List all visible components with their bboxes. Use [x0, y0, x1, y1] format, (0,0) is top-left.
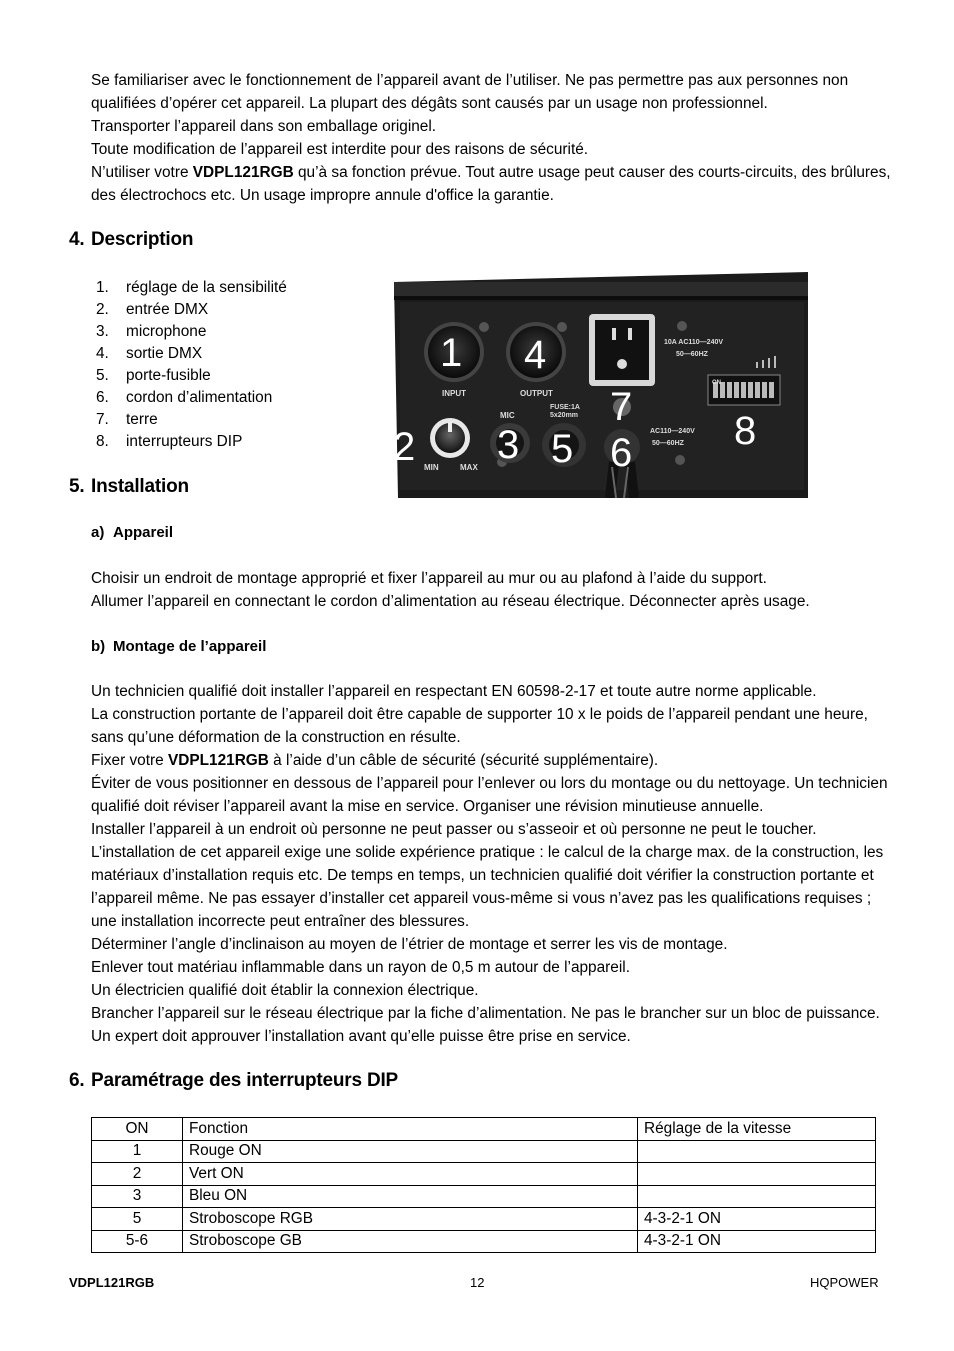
- table-cell: Stroboscope GB: [183, 1230, 638, 1253]
- panel-label-min: MIN: [424, 463, 439, 472]
- product-rear-panel-photo: [386, 272, 808, 498]
- list-item-number: 7.: [96, 411, 109, 428]
- list-item-number: 3.: [96, 323, 109, 340]
- list-item: [96, 299, 287, 321]
- panel-label-output: OUTPUT: [520, 389, 553, 398]
- callout-5: 5: [551, 427, 574, 471]
- table-row: [92, 1185, 876, 1208]
- table-cell: 3: [92, 1185, 183, 1208]
- list-item-label: interrupteurs DIP: [126, 433, 243, 450]
- subsection-number: a): [91, 524, 105, 541]
- subsection-heading-appareil: [91, 524, 173, 541]
- montage-text: [91, 680, 891, 1048]
- table-cell: Fonction: [183, 1118, 638, 1141]
- subsection-number: b): [91, 638, 106, 655]
- footer-brand: HQPOWER: [810, 1275, 879, 1290]
- paragraph: Un technicien qualifié doit installer l’appareil en respectant EN 60598-2-17 et toute autre norme applicable.: [91, 683, 817, 700]
- list-item-number: 4.: [96, 345, 109, 362]
- paragraph: Brancher l’appareil sur le réseau électrique par la fiche d’alimentation. Ne pas le brancher sur un bloc de puissance.: [91, 1005, 880, 1022]
- intro-text: [91, 69, 891, 207]
- section-number: 6.: [69, 1070, 85, 1091]
- section-number: 4.: [69, 229, 85, 250]
- list-item-label: entrée DMX: [126, 301, 209, 318]
- table-cell: 2: [92, 1163, 183, 1186]
- list-item-label: sortie DMX: [126, 345, 203, 362]
- list-item: [96, 343, 287, 365]
- table-row: [92, 1230, 876, 1253]
- callout-7: 7: [610, 385, 633, 429]
- callout-8: 8: [734, 409, 757, 453]
- table-cell: Bleu ON: [183, 1185, 638, 1208]
- list-item-label: cordon d’alimentation: [126, 389, 273, 406]
- table-row: [92, 1140, 876, 1163]
- paragraph: Enlever tout matériau inflammable dans un rayon de 0,5 m autour de l’appareil.: [91, 959, 630, 976]
- text-run: à l’aide d’un câble de sécurité (sécurité supplémentaire).: [268, 752, 659, 769]
- list-item-number: 1.: [96, 279, 109, 296]
- panel-label-mic: MIC: [500, 411, 515, 420]
- table-header-row: [92, 1118, 876, 1141]
- callout-6: 6: [610, 431, 633, 475]
- table-cell: Rouge ON: [183, 1140, 638, 1163]
- callout-2: 2: [393, 425, 416, 469]
- section-heading-installation: [69, 476, 189, 498]
- panel-label-fuse-size: 5x20mm: [550, 412, 579, 419]
- paragraph: Allumer l’appareil en connectant le cordon d’alimentation au réseau électrique. Déconnecter après usage.: [91, 593, 810, 610]
- section-title: Installation: [91, 476, 189, 497]
- footer-model: VDPL121RGB: [69, 1275, 155, 1290]
- paragraph: Un électricien qualifié doit établir la connexion électrique.: [91, 982, 479, 999]
- table-cell: Stroboscope RGB: [183, 1208, 638, 1231]
- text-run: qu’à sa fonction prévue. Tout autre usage peut causer des courts-circuits, des brûlures, des électrochocs etc. Un usage impropre annule d'office la garantie.: [91, 164, 891, 204]
- subsection-title: Appareil: [113, 524, 174, 541]
- paragraph: Choisir un endroit de montage approprié et fixer l’appareil au mur ou au plafond à l’aide du support.: [91, 570, 767, 587]
- list-item-label: réglage de la sensibilité: [126, 279, 287, 296]
- model-name: VDPL121RGB: [167, 752, 269, 769]
- list-item: [96, 387, 287, 409]
- table-cell: 4-3-2-1 ON: [638, 1230, 876, 1253]
- panel-label-rating1: 10A AC110—240V: [664, 339, 724, 346]
- paragraph: Installer l’appareil à un endroit où personne ne peut passer ou s’asseoir et où personne ne peut le toucher.: [91, 821, 817, 838]
- list-item-label: porte-fusible: [126, 367, 211, 384]
- list-item-number: 2.: [96, 301, 109, 318]
- list-item-number: 5.: [96, 367, 109, 384]
- text-run: N’utiliser votre: [91, 164, 193, 181]
- appareil-text: [91, 567, 891, 613]
- paragraph: [91, 749, 891, 772]
- panel-label-max: MAX: [460, 463, 478, 472]
- callout-4: 4: [524, 333, 547, 377]
- table-cell: 1: [92, 1140, 183, 1163]
- table-cell: 4-3-2-1 ON: [638, 1208, 876, 1231]
- list-item-number: 8.: [96, 433, 109, 450]
- list-item-label: microphone: [126, 323, 207, 340]
- dip-switch-table: [91, 1117, 876, 1253]
- panel-label-input: INPUT: [442, 389, 466, 398]
- section-heading-dip: [69, 1070, 398, 1092]
- description-list: [96, 277, 287, 453]
- table-cell: [638, 1185, 876, 1208]
- subsection-title: Montage de l’appareil: [113, 638, 267, 655]
- panel-label-rating2: AC110—240V: [650, 428, 695, 435]
- panel-label-on: ON: [712, 380, 721, 386]
- list-item: [96, 431, 287, 453]
- text-run: Fixer votre: [91, 752, 168, 769]
- list-item: [96, 409, 287, 431]
- table-cell: 5: [92, 1208, 183, 1231]
- footer-page-number: 12: [470, 1275, 485, 1290]
- table-cell: [638, 1163, 876, 1186]
- intro-paragraph: Transporter l’appareil dans son emballage originel.: [91, 118, 437, 135]
- paragraph: Éviter de vous positionner en dessous de l’appareil pour l’enlever ou lors du montage ou du nettoyage. Un technicien qualifié doit réviser l’appareil avant la mise en service. Organiser une révision minutieuse annuelle.: [91, 775, 888, 815]
- intro-paragraph: [91, 161, 891, 207]
- table-cell: [638, 1140, 876, 1163]
- list-item: [96, 365, 287, 387]
- callout-1: 1: [440, 331, 463, 375]
- paragraph: La construction portante de l’appareil doit être capable de supporter 10 x le poids de l’appareil pendant une heure, sans qu’une déformation de la construction en résulte.: [91, 706, 868, 746]
- intro-paragraph: Se familiariser avec le fonctionnement de l’appareil avant de l’utiliser. Ne pas permettre pas aux personnes non qualifiées d’opérer cet appareil. La plupart des dégâts sont causés par un usage non professionnel.: [91, 72, 849, 112]
- list-item-label: terre: [126, 411, 158, 428]
- panel-label-rating2b: 50—60HZ: [652, 440, 684, 447]
- table-cell: ON: [92, 1118, 183, 1141]
- section-number: 5.: [69, 476, 85, 497]
- section-title: Paramétrage des interrupteurs DIP: [91, 1070, 399, 1091]
- table-cell: Réglage de la vitesse: [638, 1118, 876, 1141]
- paragraph: L’installation de cet appareil exige une solide expérience pratique : le calcul de la charge max. de la construction, les matériaux d’installation requis etc. De temps en temps, un technicien qualifié doit vérifier la construction portante et l’appareil même. Ne pas essayer d’installer cet appareil vous-même si vous n’avez pas les qualifications requises ; une installation incorrecte peut entraîner des blessures.: [91, 844, 884, 930]
- model-name: VDPL121RGB: [192, 164, 294, 181]
- panel-label-rating1b: 50—60HZ: [676, 351, 708, 358]
- section-title: Description: [91, 229, 194, 250]
- list-item: [96, 321, 287, 343]
- panel-label-fuse: FUSE:1A: [550, 404, 580, 411]
- table-cell: Vert ON: [183, 1163, 638, 1186]
- callout-3: 3: [497, 423, 520, 467]
- table-row: [92, 1163, 876, 1186]
- intro-paragraph: Toute modification de l’appareil est interdite pour des raisons de sécurité.: [91, 141, 589, 158]
- list-item-number: 6.: [96, 389, 109, 406]
- subsection-heading-montage: [91, 638, 266, 655]
- table-cell: 5-6: [92, 1230, 183, 1253]
- paragraph: Un expert doit approuver l’installation avant qu’elle puisse être prise en service.: [91, 1028, 631, 1045]
- section-heading-description: [69, 229, 193, 251]
- paragraph: Déterminer l’angle d’inclinaison au moyen de l’étrier de montage et serrer les vis de montage.: [91, 936, 728, 953]
- list-item: [96, 277, 287, 299]
- table-row: [92, 1208, 876, 1231]
